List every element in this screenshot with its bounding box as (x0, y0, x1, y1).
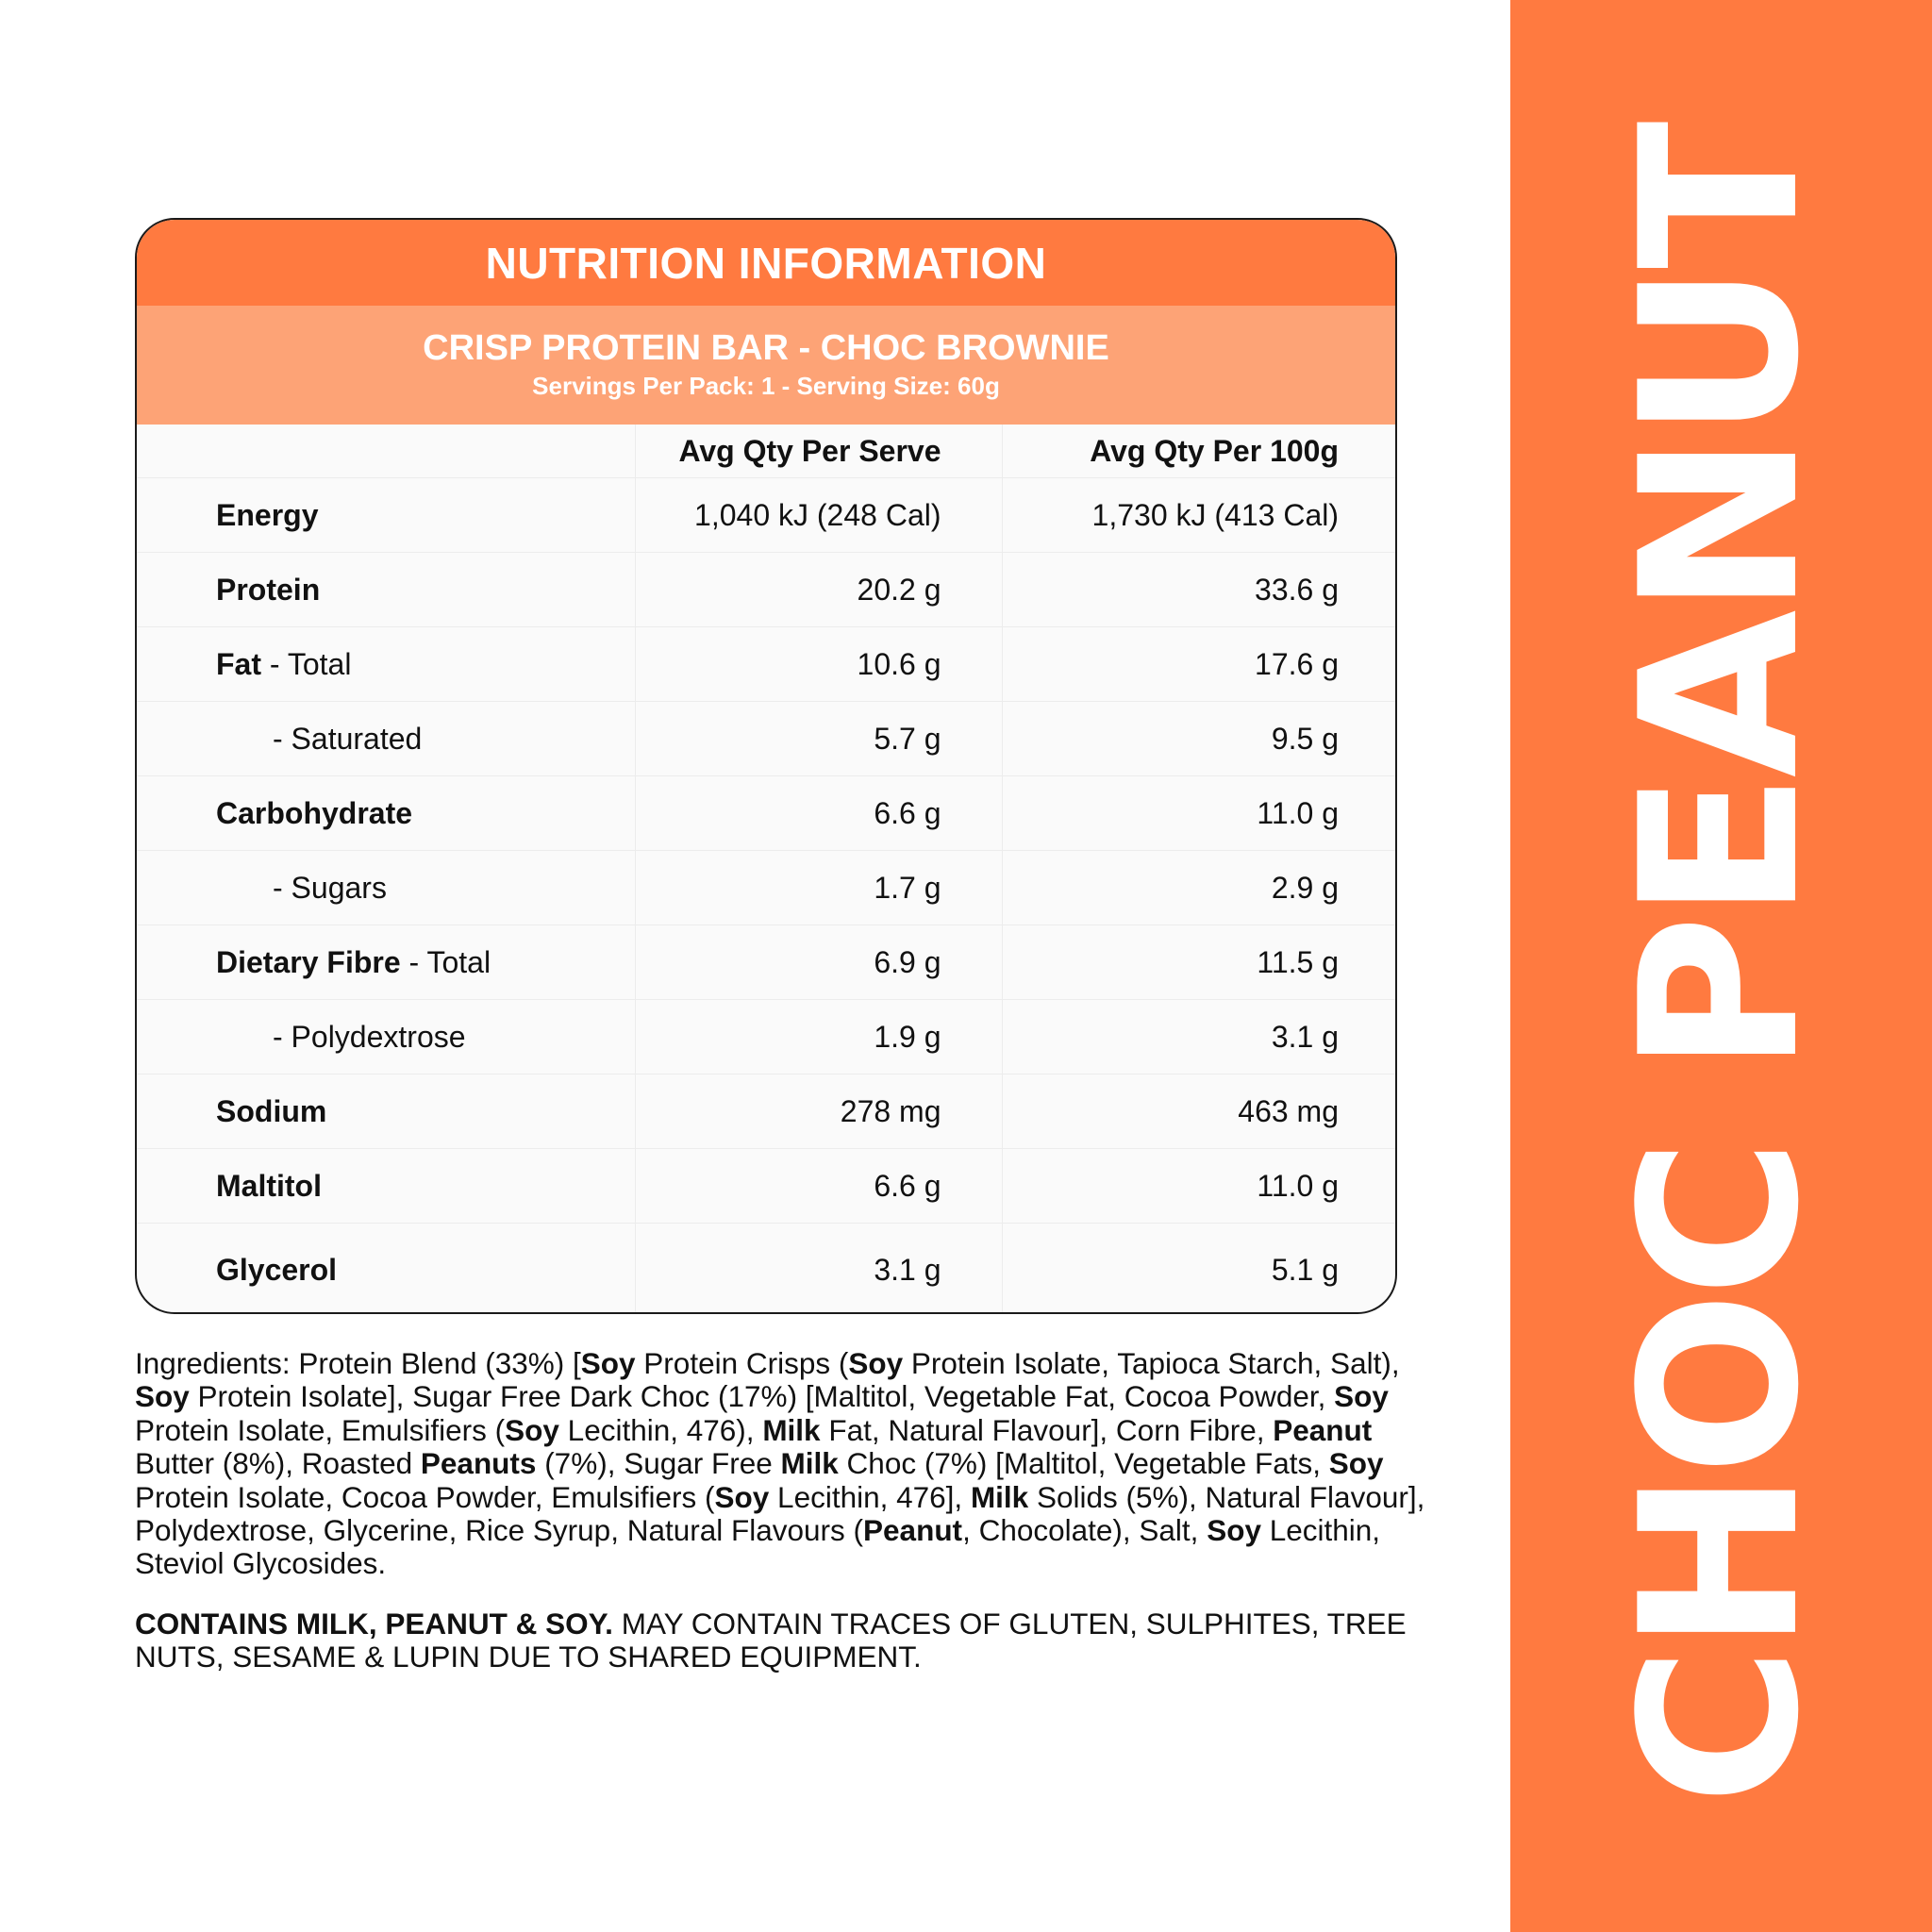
allergen-word: Peanut (1273, 1412, 1373, 1447)
allergen-word: Milk (762, 1412, 821, 1447)
per-100g-value: 3.1 g (1002, 1000, 1397, 1074)
allergen-word: Soy (135, 1379, 190, 1414)
per-serve-header: Avg Qty Per Serve (635, 425, 1002, 478)
nutrition-table (137, 425, 1397, 1314)
nutrient-label: Maltitol (137, 1149, 635, 1224)
ingredient-text: Lecithin, Steviol Glycosides. (135, 1513, 1381, 1581)
per-100g-value: 5.1 g (1002, 1224, 1397, 1315)
per-100g-header: Avg Qty Per 100g (1002, 425, 1397, 478)
ingredient-text: Fat, Natural Flavour], Corn Fibre, (820, 1412, 1274, 1447)
label-column-header (137, 425, 635, 478)
nutrient-label: Sodium (137, 1074, 635, 1149)
ingredient-text: Protein Crisps ( (635, 1346, 849, 1380)
per-serve-value: 1,040 kJ (248 Cal) (635, 478, 1002, 553)
ingredient-text: Protein Isolate], Sugar Free Dark Choc (17%) [Maltitol, Vegetable Fat, Cocoa Powder, (189, 1379, 1335, 1414)
per-100g-value: 11.5 g (1002, 925, 1397, 1000)
per-serve-value: 278 mg (635, 1074, 1002, 1149)
nutrient-label: Fat - Total (137, 627, 635, 702)
allergen-word: Peanut (863, 1513, 963, 1548)
table-row (137, 1149, 1397, 1224)
product-header (137, 306, 1395, 425)
nutrient-label: - Saturated (137, 702, 635, 776)
panel-title: NUTRITION INFORMATION (137, 220, 1395, 306)
ingredients-text (135, 1347, 1437, 1581)
per-100g-value: 2.9 g (1002, 851, 1397, 925)
nutrient-label: - Sugars (137, 851, 635, 925)
ingredient-text: Solids (5%), Natural Flavour], Polydextrose, Glycerine, Rice Syrup, Natural Flavours ( (135, 1479, 1425, 1548)
side-banner (1510, 0, 1932, 1932)
table-row (137, 702, 1397, 776)
ingredient-text: , Chocolate), Salt, (962, 1513, 1208, 1548)
ingredient-text: Butter (8%), Roasted (135, 1446, 421, 1481)
nutrient-label: Energy (137, 478, 635, 553)
nutrient-label: - Polydextrose (137, 1000, 635, 1074)
table-row (137, 1074, 1397, 1149)
per-serve-value: 6.6 g (635, 776, 1002, 851)
table-header-row (137, 425, 1397, 478)
allergen-word: Soy (505, 1412, 559, 1447)
per-100g-value: 17.6 g (1002, 627, 1397, 702)
ingredient-text: Choc (7%) [Maltitol, Vegetable Fats, (838, 1446, 1329, 1481)
ingredient-text: Lecithin, 476], (769, 1479, 971, 1514)
per-serve-value: 10.6 g (635, 627, 1002, 702)
per-100g-value: 33.6 g (1002, 553, 1397, 627)
per-100g-value: 1,730 kJ (413 Cal) (1002, 478, 1397, 553)
ingredient-text: Protein Isolate, Emulsifiers ( (135, 1412, 506, 1447)
allergen-may-contain: MAY CONTAIN TRACES OF GLUTEN, SULPHITES, TREE NUTS, SESAME & LUPIN DUE TO SHARED EQUIPMENT. (135, 1607, 1407, 1674)
allergen-word: Milk (780, 1446, 839, 1481)
table-row (137, 1000, 1397, 1074)
allergen-word: Milk (970, 1479, 1029, 1514)
ingredient-text: Lecithin, 476), (558, 1412, 763, 1447)
allergen-word: Soy (1334, 1379, 1389, 1414)
serving-info: Servings Per Pack: 1 - Serving Size: 60g (532, 372, 1000, 401)
ingredient-text: Protein Isolate, Tapioca Starch, Salt), (903, 1346, 1400, 1380)
nutrient-label: Glycerol (216, 1252, 338, 1287)
table-row (137, 925, 1397, 1000)
allergen-word: Soy (1328, 1446, 1384, 1481)
per-serve-value: 3.1 g (635, 1224, 1002, 1315)
per-serve-value: 6.6 g (635, 1149, 1002, 1224)
per-serve-value: 5.7 g (635, 702, 1002, 776)
allergen-word: Soy (1207, 1513, 1261, 1548)
per-serve-value: 1.7 g (635, 851, 1002, 925)
allergen-contains: CONTAINS MILK, PEANUT & SOY. (135, 1607, 613, 1641)
ingredient-text: Ingredients: Protein Blend (33%) [ (135, 1346, 581, 1380)
table-row (137, 627, 1397, 702)
allergen-statement (135, 1607, 1437, 1674)
nutrient-label: Carbohydrate (137, 776, 635, 851)
nutrition-panel (135, 218, 1397, 1314)
nutrient-label: Dietary Fibre - Total (137, 925, 635, 1000)
allergen-word: Soy (714, 1479, 770, 1514)
per-100g-value: 9.5 g (1002, 702, 1397, 776)
allergen-word: Soy (580, 1346, 636, 1380)
per-100g-value: 11.0 g (1002, 1149, 1397, 1224)
table-row (137, 851, 1397, 925)
table-row (137, 776, 1397, 851)
per-serve-value: 20.2 g (635, 553, 1002, 627)
allergen-word: Peanuts (420, 1446, 537, 1481)
allergen-word: Soy (848, 1346, 904, 1380)
per-serve-value: 6.9 g (635, 925, 1002, 1000)
ingredient-text: (7%), Sugar Free (536, 1446, 781, 1481)
table-row (137, 478, 1397, 553)
table-row (137, 1224, 1397, 1315)
ingredient-text: Protein Isolate, Cocoa Powder, Emulsifiers ( (135, 1479, 715, 1514)
flavour-title: CHOC PEANUT (1594, 126, 1847, 1806)
per-serve-value: 1.9 g (635, 1000, 1002, 1074)
table-row (137, 553, 1397, 627)
per-100g-value: 11.0 g (1002, 776, 1397, 851)
nutrient-label: Protein (137, 553, 635, 627)
product-name: CRISP PROTEIN BAR - CHOC BROWNIE (423, 327, 1109, 368)
per-100g-value: 463 mg (1002, 1074, 1397, 1149)
